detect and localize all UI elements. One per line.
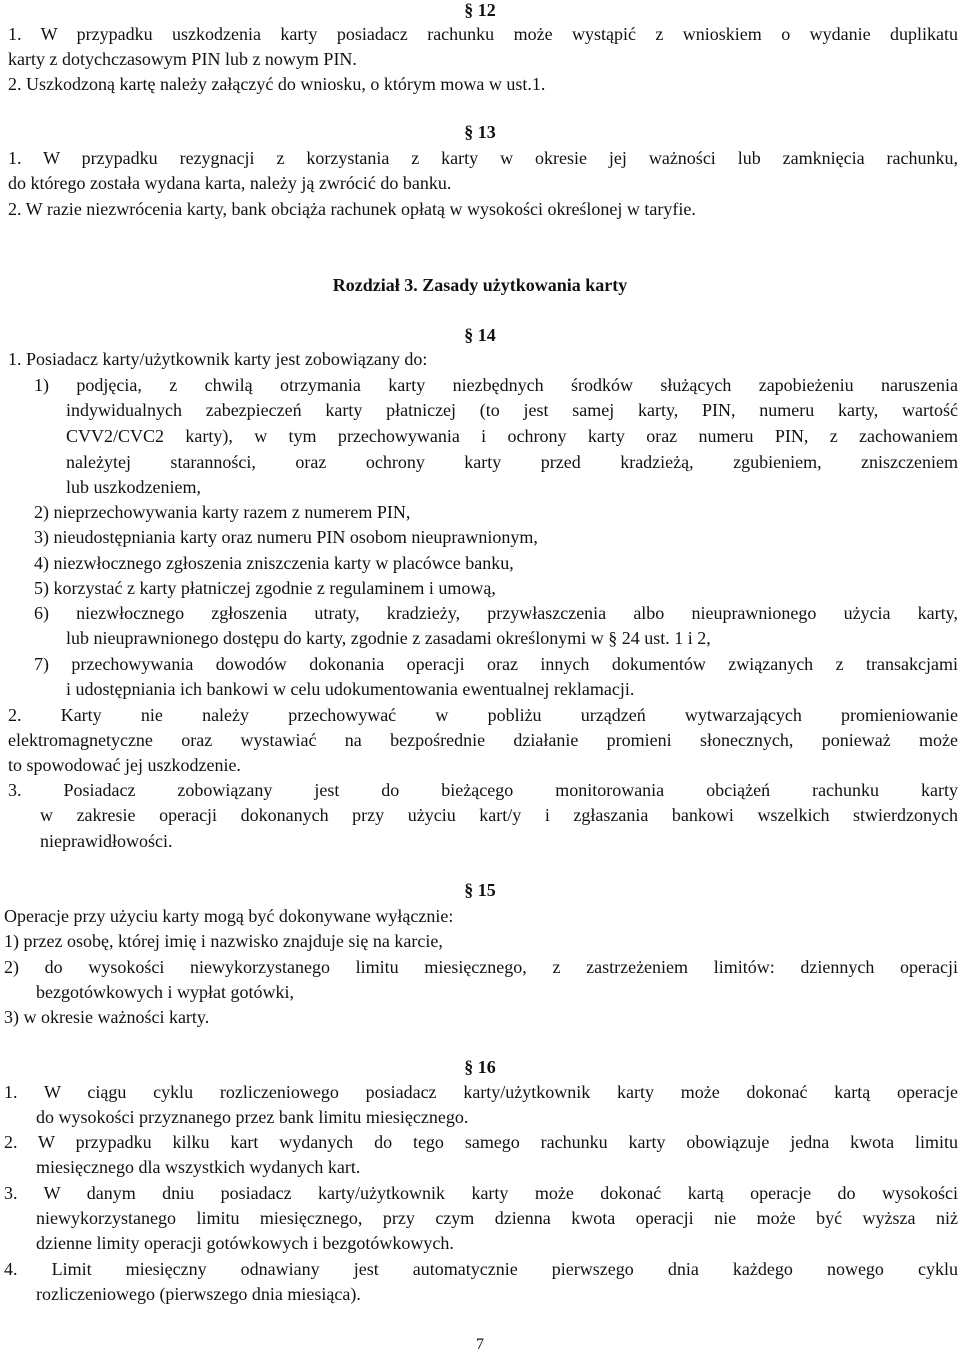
s14-line-5: należytej staranności, oraz ochrony karty przed kradzieżą, zgubieniem, zniszczeniem (66, 452, 958, 472)
s14-line-13: 7) przechowywania dowodów dokonania operacji oraz innych dokumentów związanych z transakcjami (34, 654, 958, 674)
s15-line-1: Operacje przy użyciu karty mogą być dokonywane wyłącznie: (4, 906, 454, 926)
s14-line-14: i udostępniania ich bankowi w celu udokumentowania ewentualnej reklamacji. (66, 679, 635, 699)
s14-line-17: to spowodować jej uszkodzenie. (8, 755, 241, 775)
s13-line-2: do którego została wydana karta, należy ją zwrócić do banku. (8, 173, 452, 193)
s14-line-4: CVV2/CVC2 karty), w tym przechowywania i ochrony karty oraz numeru PIN, z zachowaniem (66, 426, 958, 446)
chapter-3-heading: Rozdział 3. Zasady użytkowania karty (332, 275, 628, 295)
s14-line-3: indywidualnych zabezpieczeń karty płatniczej (to jest samej karty, PIN, numeru karty, wartość (66, 400, 958, 420)
s16-line-7: dzienne limity operacji gotówkowych i bezgotówkowych. (36, 1233, 454, 1253)
s16-line-6: niewykorzystanego limitu miesięcznego, przy czym dzienna kwota operacji nie może być wyższa niż (36, 1208, 958, 1228)
s12-line-2: karty z dotychczasowym PIN lub z nowym PIN. (8, 49, 357, 69)
s16-line-1: 1. W ciągu cyklu rozliczeniowego posiadacz karty/użytkownik karty może dokonać kartą operacje (4, 1082, 958, 1102)
section-12-heading: § 12 (464, 0, 496, 20)
s16-line-2: do wysokości przyznanego przez bank limitu miesięcznego. (36, 1107, 469, 1127)
s15-line-5: 3) w okresie ważności karty. (4, 1007, 210, 1027)
s14-line-1: 1. Posiadacz karty/użytkownik karty jest zobowiązany do: (8, 349, 428, 369)
s16-line-8: 4. Limit miesięczny odnawiany jest automatycznie pierwszego dnia każdego nowego cyklu (4, 1259, 958, 1279)
s14-line-8: 3) nieudostępniania karty oraz numeru PIN osobom nieuprawnionym, (34, 527, 538, 547)
s13-line-3: 2. W razie niezwrócenia karty, bank obciąża rachunek opłatą w wysokości określonej w taryfie. (8, 199, 696, 219)
s12-line-1: 1. W przypadku uszkodzenia karty posiadacz rachunku może wystąpić z wnioskiem o wydanie duplikatu (8, 24, 958, 44)
s14-line-15: 2. Karty nie należy przechowywać w pobliżu urządzeń wytwarzających promieniowanie (8, 705, 958, 725)
s14-line-9: 4) niezwłocznego zgłoszenia zniszczenia karty w placówce banku, (34, 553, 514, 573)
s15-line-2: 1) przez osobę, której imię i nazwisko znajduje się na karcie, (4, 931, 443, 951)
s14-line-16: elektromagnetyczne oraz wystawiać na bezpośrednie działanie promieni słonecznych, ponieważ może (8, 730, 958, 750)
section-14-heading: § 14 (464, 325, 496, 345)
s15-line-3: 2) do wysokości niewykorzystanego limitu miesięcznego, z zastrzeżeniem limitów: dziennych operacji (4, 957, 958, 977)
s16-line-3: 2. W przypadku kilku kart wydanych do tego samego rachunku karty obowiązuje jedna kwota limitu (4, 1132, 958, 1152)
s15-line-4: bezgotówkowych i wypłat gotówki, (36, 982, 294, 1002)
s16-line-9: rozliczeniowego (pierwszego dnia miesiąca). (36, 1284, 361, 1304)
s14-line-6: lub uszkodzeniem, (66, 477, 201, 497)
section-16-heading: § 16 (464, 1057, 496, 1077)
s13-line-1: 1. W przypadku rezygnacji z korzystania z karty w okresie jej ważności lub zamknięcia rachunku, (8, 148, 958, 168)
s14-line-19: w zakresie operacji dokonanych przy użyciu kart/y i zgłaszania bankowi wszelkich stwierdzonych (40, 805, 958, 825)
s14-line-7: 2) nieprzechowywania karty razem z numerem PIN, (34, 502, 411, 522)
section-13-heading: § 13 (464, 122, 496, 142)
section-15-heading: § 15 (464, 880, 496, 900)
s12-line-3: 2. Uszkodzoną kartę należy załączyć do wniosku, o którym mowa w ust.1. (8, 74, 546, 94)
s14-line-2: 1) podjęcia, z chwilą otrzymania karty niezbędnych środków służących zapobieżeniu naruszenia (34, 375, 958, 395)
page-number: 7 (476, 1336, 484, 1353)
s16-line-5: 3. W danym dniu posiadacz karty/użytkownik karty może dokonać kartą operacje do wysokości (4, 1183, 958, 1203)
s14-line-20: nieprawidłowości. (40, 831, 173, 851)
s14-line-12: lub nieuprawnionego dostępu do karty, zgodnie z zasadami określonymi w § 24 ust. 1 i 2, (66, 628, 711, 648)
s14-line-11: 6) niezwłocznego zgłoszenia utraty, kradzieży, przywłaszczenia albo nieuprawnionego użycia karty, (34, 603, 958, 623)
s16-line-4: miesięcznego dla wszystkich wydanych kart. (36, 1157, 361, 1177)
s14-line-18: 3. Posiadacz zobowiązany jest do bieżącego monitorowania obciążeń rachunku karty (8, 780, 958, 800)
s14-line-10: 5) korzystać z karty płatniczej zgodnie z regulaminem i umową, (34, 578, 496, 598)
